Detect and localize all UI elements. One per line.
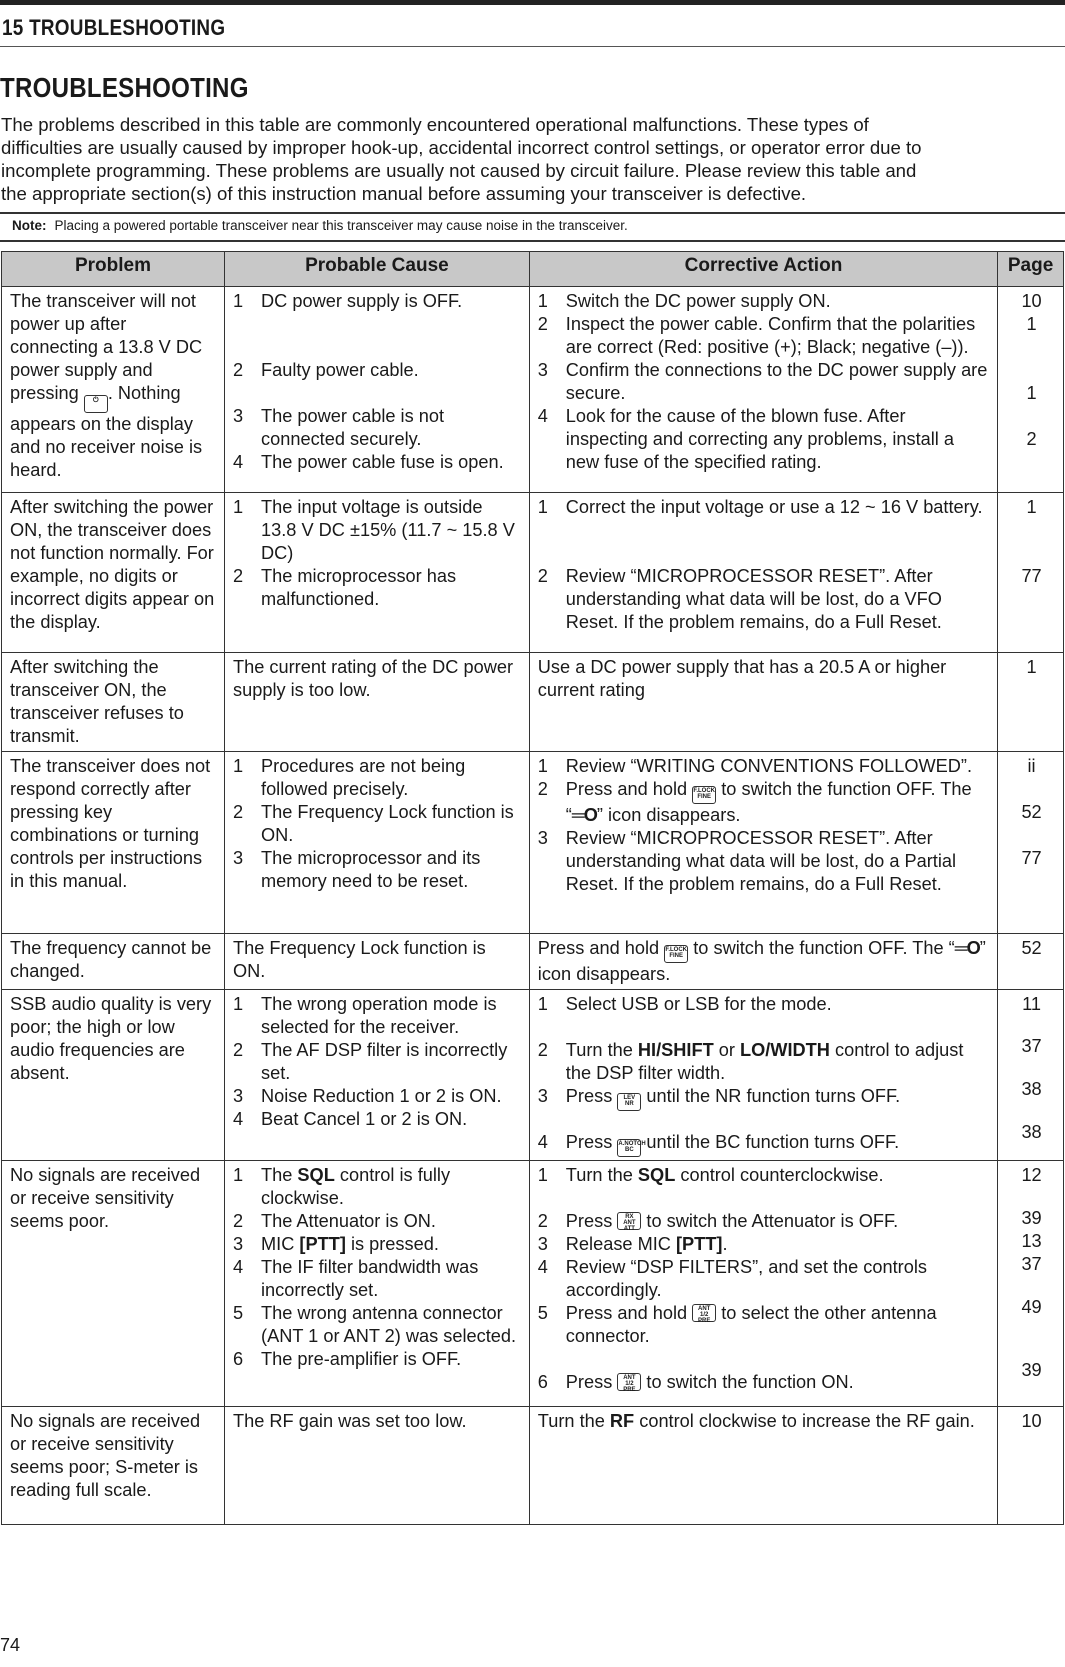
page-cell: 10: [998, 1407, 1064, 1525]
action-cell: [529, 287, 997, 493]
page-cell: 11 37 38 38: [998, 990, 1064, 1161]
cause-cell: [225, 493, 530, 653]
page-cell: ii 52 77: [998, 752, 1064, 934]
action-cell: [529, 1161, 997, 1407]
table-row: [2, 493, 1064, 653]
page-cell: 1: [998, 653, 1064, 752]
list-item: 4 The IF filter bandwidth was incorrectly set.: [233, 1257, 479, 1300]
cause-cell: [225, 1161, 530, 1407]
list-item: 3 Confirm the connections to the DC power supply are secure.: [537, 360, 988, 403]
list-item: 4 Review “DSP FILTERS”, and set the controls accordingly.: [537, 1257, 927, 1300]
list-item: 1 Select USB or LSB for the mode.: [537, 994, 832, 1014]
troubleshooting-table: [1, 251, 1064, 1525]
list-item: 2 Faulty power cable.: [233, 360, 419, 380]
action-cell: [529, 493, 997, 653]
problem-cell: SSB audio quality is very poor; the high or low audio frequencies are absent.: [2, 990, 225, 1161]
list-item: 3 The power cable is not connected securely.: [233, 406, 445, 449]
list-item: 2 Inspect the power cable. Confirm that the polarities are correct (Red: positive (+); Black; negative (–)).: [537, 314, 976, 357]
note-text: Placing a powered portable transceiver near this transceiver may cause noise in the transceiver.: [54, 218, 628, 233]
intro-paragraph: [1, 113, 1061, 205]
list-item: 5 Press and hold ANT 1/2 PRE to select the other antenna connector.: [537, 1303, 937, 1346]
intro-line: The problems described in this table are commonly encountered operational malfunctions. These types of: [1, 114, 869, 135]
intro-line: difficulties are usually caused by improper hook-up, accidental incorrect control settings, or operator error due to: [1, 137, 922, 158]
problem-cell: The transceiver does not respond correctly after pressing key combinations or turning controls per instructions in this manual.: [2, 752, 225, 934]
action-cell: [529, 990, 997, 1161]
nr-key-icon: LEV NR: [617, 1093, 641, 1111]
cause-cell: [225, 990, 530, 1161]
note-rule-top: [0, 212, 1065, 214]
list-item: 1 Switch the DC power supply ON.: [537, 291, 831, 311]
list-item: 2 The Frequency Lock function is ON.: [233, 802, 514, 845]
list-item: 4 Look for the cause of the blown fuse. After inspecting and correcting any problems, install a new fuse of the specified rating.: [537, 406, 955, 472]
list-item: 3 Noise Reduction 1 or 2 is ON.: [233, 1086, 502, 1106]
list-item: 4 Press A.NOTCH BC until the BC function turns OFF.: [538, 1131, 991, 1157]
table-row: [2, 1161, 1064, 1407]
table-row: [2, 752, 1064, 934]
page-cell: 12 39 13 37 49 39: [998, 1161, 1064, 1407]
action-cell: [529, 752, 997, 934]
page-cell: 52: [998, 934, 1064, 990]
list-item: 3 Review “MICROPROCESSOR RESET”. After understanding what data will be lost, do a Partial Reset. If the problem remains, do a Full Reset.: [537, 828, 957, 894]
pre-key-icon: ANT 1/2 PRE: [617, 1373, 641, 1391]
page-number: 74: [0, 1635, 21, 1655]
list-item: 1 DC power supply is OFF.: [233, 291, 463, 311]
table-row: [2, 1407, 1064, 1525]
bc-key-icon: A.NOTCH BC: [617, 1139, 641, 1157]
lock-icon: ═O: [954, 938, 980, 958]
list-item: 2 The AF DSP filter is incorrectly set.: [233, 1040, 508, 1083]
cause-cell: The RF gain was set too low.: [225, 1407, 530, 1525]
list-item: 2 Press and hold F.LOCK FINE to switch the function OFF. The “═O” icon disappears.: [537, 779, 972, 825]
problem-cell: After switching the transceiver ON, the transceiver refuses to transmit.: [2, 653, 225, 752]
table-row: [2, 990, 1064, 1161]
fine-key-icon: F.LOCK FINE: [664, 945, 688, 963]
power-key-icon: ⏻: [84, 395, 108, 413]
header-cause: Probable Cause: [225, 252, 530, 287]
pre-key-icon: ANT 1/2 PRE: [692, 1304, 716, 1322]
problem-cell: After switching the power ON, the transceiver does not function normally. For example, no digits or incorrect digits appear on the display.: [2, 493, 225, 653]
action-cell: Use a DC power supply that has a 20.5 A or higher current rating: [529, 653, 997, 752]
list-item: 3 The microprocessor and its memory need to be reset.: [233, 848, 481, 891]
list-item: 1 The input voltage is outside 13.8 V DC ±15% (11.7 ~ 15.8 V DC): [233, 497, 515, 563]
intro-line: incomplete programming. These problems are usually not caused by circuit failure. Please review this table and: [1, 160, 917, 181]
list-item: 6 The pre-amplifier is OFF.: [233, 1349, 462, 1369]
header-action: Corrective Action: [529, 252, 997, 287]
list-item: 5 The wrong antenna connector (ANT 1 or ANT 2) was selected.: [233, 1303, 517, 1346]
problem-cell: The transceiver will not power up after connecting a 13.8 V DC power supply and pressing ⏻ . Nothing appears on the display and no receiver noise is heard.: [2, 287, 225, 493]
list-item: 2 The Attenuator is ON.: [233, 1211, 436, 1231]
list-item: 3 Release MIC [PTT].: [537, 1234, 728, 1254]
list-item: 1 The SQL control is fully clockwise.: [233, 1165, 451, 1208]
header-problem: Problem: [2, 252, 225, 287]
table-row: [2, 287, 1064, 493]
table-row: [2, 653, 1064, 752]
cause-cell: The Frequency Lock function is ON.: [225, 934, 530, 990]
top-rule: [0, 0, 1065, 5]
list-item: 2 Press RX ANT ATT to switch the Attenuator is OFF.: [537, 1211, 899, 1232]
page-cell: 10 1 1 2: [998, 287, 1064, 493]
lock-icon: ═O: [571, 805, 597, 825]
problem-cell: No signals are received or receive sensitivity seems poor.: [2, 1161, 225, 1407]
action-cell: Turn the RF control clockwise to increase the RF gain.: [529, 1407, 997, 1525]
list-item: 1 Turn the SQL control counterclockwise.: [537, 1165, 884, 1185]
action-cell: Press and hold F.LOCK FINE to switch the function OFF. The “═O” icon disappears.: [529, 934, 997, 990]
cause-cell: The current rating of the DC power supply is too low.: [225, 653, 530, 752]
list-item: 2 Turn the HI/SHIFT or LO/WIDTH control to adjust the DSP filter width.: [537, 1040, 964, 1083]
fine-key-icon: F.LOCK FINE: [692, 786, 716, 804]
table-header-row: [2, 252, 1064, 287]
list-item: 1 The wrong operation mode is selected for the receiver.: [233, 994, 497, 1037]
problem-cell: No signals are received or receive sensitivity seems poor; S-meter is reading full scale.: [2, 1407, 225, 1525]
note-label: Note:: [12, 218, 47, 233]
cause-cell: [225, 752, 530, 934]
list-item: 4 The power cable fuse is open.: [233, 452, 504, 472]
chapter-header: 15 TROUBLESHOOTING: [2, 15, 226, 40]
table-row: [2, 934, 1064, 990]
page-cell: 1 77: [998, 493, 1064, 653]
list-item: 6 Press ANT 1/2 PRE to switch the function ON.: [537, 1372, 854, 1393]
list-item: 1 Review “WRITING CONVENTIONS FOLLOWED”.: [537, 756, 973, 776]
att-key-icon: RX ANT ATT: [617, 1212, 641, 1230]
list-item: 2 The microprocessor has malfunctioned.: [233, 566, 457, 609]
list-item: 1 Procedures are not being followed precisely.: [233, 756, 466, 799]
cause-cell: [225, 287, 530, 493]
note: [12, 218, 628, 233]
intro-line: the appropriate section(s) of this instruction manual before assuming your transceiver is defective.: [1, 183, 807, 204]
chapter-rule: [0, 46, 1065, 47]
note-rule-bottom: [0, 240, 1065, 242]
header-page: Page: [998, 252, 1064, 287]
list-item: 3 MIC [PTT] is pressed.: [233, 1234, 439, 1254]
problem-cell: The frequency cannot be changed.: [2, 934, 225, 990]
list-item: 1 Correct the input voltage or use a 12 ~ 16 V battery.: [537, 497, 983, 517]
list-item: 2 Review “MICROPROCESSOR RESET”. After understanding what data will be lost, do a VFO Reset. If the problem remains, do a Full Reset.: [537, 566, 942, 632]
list-item: 4 Beat Cancel 1 or 2 is ON.: [233, 1109, 468, 1129]
page-title: TROUBLESHOOTING: [0, 72, 249, 103]
list-item: 3 Press LEV NR until the NR function turns OFF.: [538, 1085, 991, 1131]
